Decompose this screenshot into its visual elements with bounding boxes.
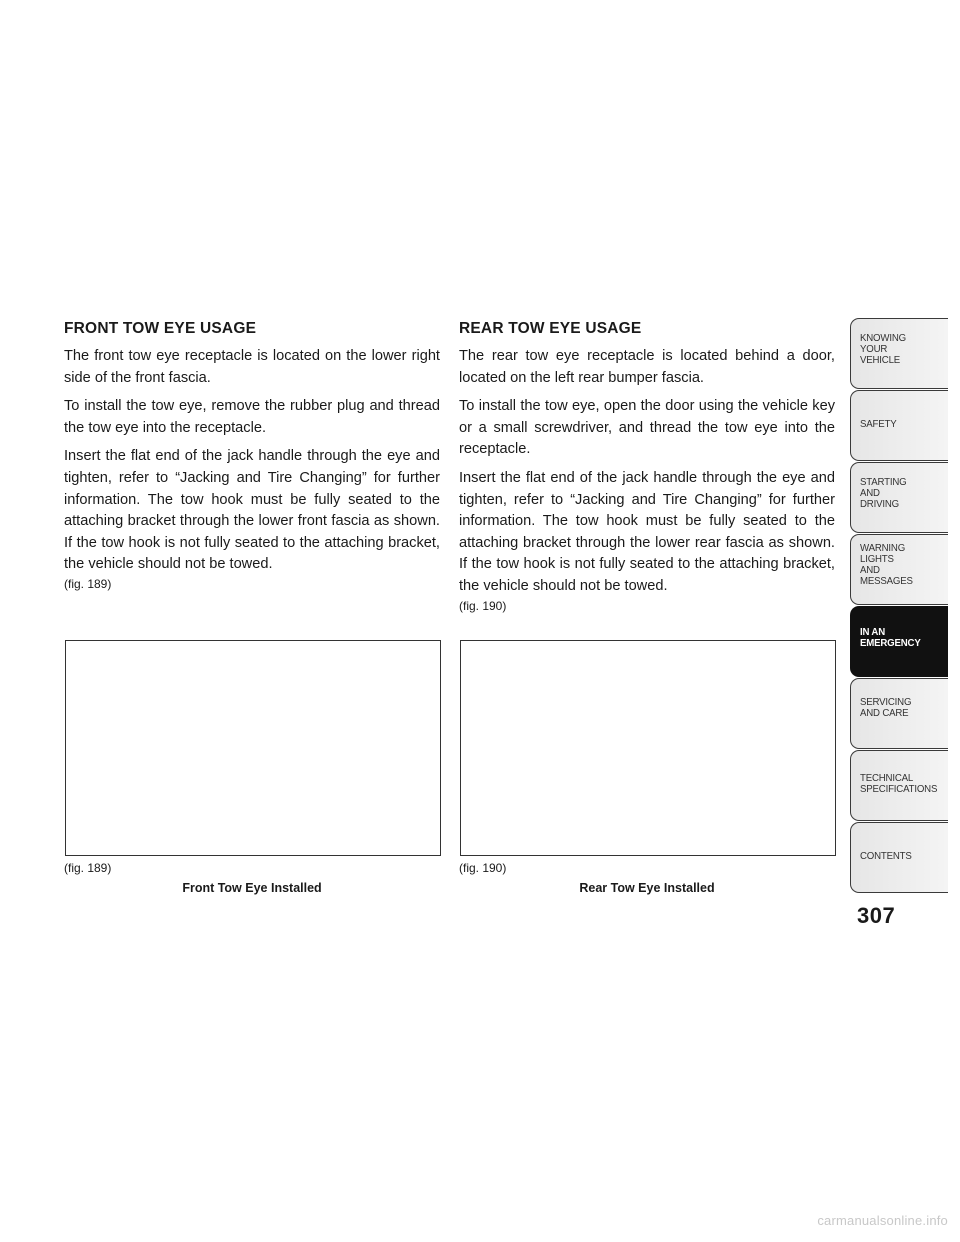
tab-warning-lights-and-messages[interactable] <box>850 534 948 605</box>
tab-label: AND <box>860 487 880 499</box>
tab-label: CONTENTS <box>860 850 912 862</box>
tab-label: SAFETY <box>860 418 897 430</box>
paragraph: Insert the flat end of the jack handle through the eye and tighten, refer to “Jacking and Tire Changing” for further information. The tow hook must be fully seated to the attaching bracket through the lower front fascia as shown. If the tow hook is not fully seated to the attaching bracket, the vehicle should not be towed. <box>64 448 440 573</box>
tab-label: SERVICING <box>860 696 912 708</box>
tab-label: SPECIFICATIONS <box>860 783 938 795</box>
tab-knowing-your-vehicle[interactable] <box>850 318 948 389</box>
right-column <box>459 318 835 614</box>
figure-label: (fig. 190) <box>459 861 507 875</box>
tab-technical-specifications[interactable] <box>850 750 948 821</box>
figure-189-image-frame <box>65 640 441 856</box>
tab-label: LIGHTS <box>860 553 894 565</box>
page-number: 307 <box>857 903 896 928</box>
figure-reference: (fig. 189) <box>64 576 112 591</box>
watermark: carmanualsonline.info <box>817 1213 948 1228</box>
tab-safety[interactable] <box>850 390 948 461</box>
tab-label: AND <box>860 564 880 576</box>
left-column <box>64 318 440 592</box>
tab-starting-and-driving[interactable] <box>850 462 948 533</box>
paragraph: To install the tow eye, open the door using the vehicle key or a small screwdriver, and thread the tow eye into the receptacle. <box>459 398 835 458</box>
paragraph: The front tow eye receptacle is located on the lower right side of the front fascia. <box>64 348 440 386</box>
tab-label: STARTING <box>860 476 907 488</box>
paragraph: The rear tow eye receptacle is located behind a door, located on the left rear bumper fascia. <box>459 348 835 386</box>
figure-caption: Rear Tow Eye Installed <box>579 881 715 895</box>
figure-190-image-frame <box>460 640 836 856</box>
tab-servicing-and-care[interactable] <box>850 678 948 749</box>
figure-caption: Front Tow Eye Installed <box>182 881 322 895</box>
tab-label: KNOWING <box>860 332 906 344</box>
tab-label: MESSAGES <box>860 575 913 587</box>
tab-label: YOUR <box>860 343 888 355</box>
chapter-tabs <box>850 318 948 894</box>
section-heading-rear-tow-eye: REAR TOW EYE USAGE <box>459 320 642 337</box>
tab-label: TECHNICAL <box>860 772 914 784</box>
figure-label: (fig. 189) <box>64 861 112 875</box>
paragraph: To install the tow eye, remove the rubber plug and thread the tow eye into the receptacle. <box>64 398 440 436</box>
tab-label: AND CARE <box>860 707 909 719</box>
tab-contents[interactable] <box>850 822 948 893</box>
tab-label: IN AN <box>860 626 886 638</box>
tab-label: VEHICLE <box>860 354 901 366</box>
figure-reference: (fig. 190) <box>459 598 507 613</box>
section-heading-front-tow-eye: FRONT TOW EYE USAGE <box>64 320 257 337</box>
tab-in-an-emergency[interactable] <box>850 606 948 677</box>
tab-label: WARNING <box>860 542 906 554</box>
tab-label: EMERGENCY <box>860 637 921 649</box>
tab-label: DRIVING <box>860 498 899 510</box>
paragraph: Insert the flat end of the jack handle through the eye and tighten, refer to “Jacking and Tire Changing” for further information. The tow hook must be fully seated to the attaching bracket through the lower rear fascia as shown. If the tow hook is not fully seated to the attaching bracket, the vehicle should not be towed. <box>459 469 835 594</box>
